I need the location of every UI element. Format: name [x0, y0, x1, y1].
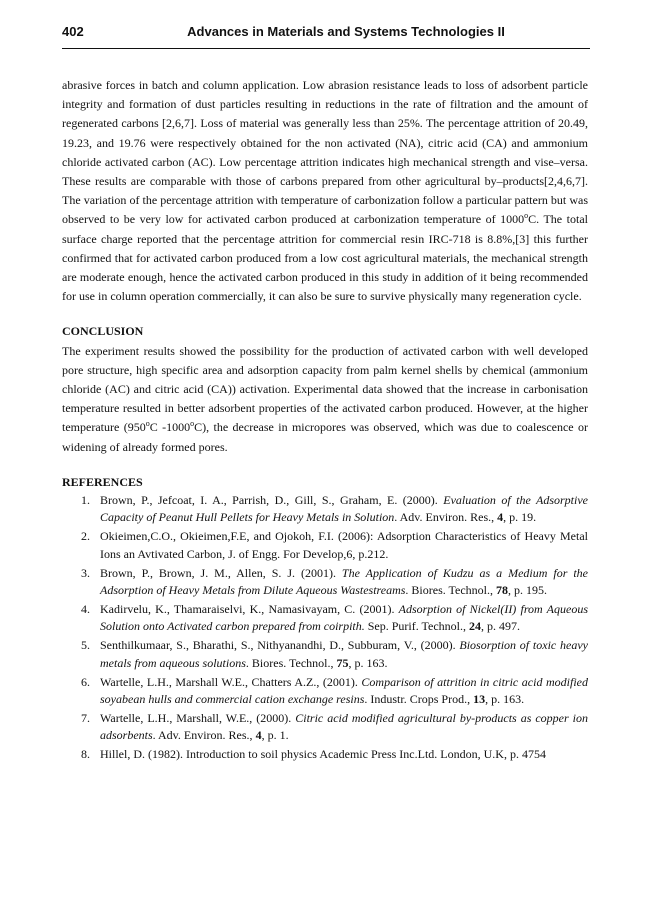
reference-number: 7.	[81, 710, 90, 725]
body-text	[62, 76, 588, 765]
reference-number: 4.	[81, 602, 90, 616]
conclusion-paragraph	[62, 342, 588, 457]
reference-volume: 13	[473, 692, 486, 707]
conclusion-text-3: C), the decrease in micropores was observed, which was due to coalescence or widening of already formed pores.	[62, 420, 589, 454]
reference-title: The Application of Kudzu as a Medium for the Adsorption of Heavy Metals from Dilute Aqueous Wastestreams	[100, 565, 588, 598]
conclusion-text-1: The experiment results showed the possibility for the production of activated carbon with well developed pore structure, high specific area and adsorption capacity from palm kernel shells by chemical (ammonium chloride (AC) and citric acid (CA)) activation. Experimental data showed that the increase in carbonisation temperature resulted in better adsorbent properties of the activated carbon produced. However, at the higher temperature (950	[62, 343, 588, 435]
reference-title: Biosorption of toxic heavy metals from aqueous solutions	[100, 638, 588, 670]
reference-item: 3. Brown, P., Brown, J. M., Allen, S. J. (2001). The Application of Kudzu as a Medium for the Adsorption of Heavy Metals from Dilute Aqueous Wastestreams. Biores. Technol., 78, p. 195.	[81, 565, 588, 598]
degree-superscript: o	[145, 419, 150, 429]
reference-number: 1.	[81, 493, 90, 508]
degree-superscript: o	[190, 419, 195, 429]
reference-item: 1. Brown, P., Jefcoat, I. A., Parrish, D., Gill, S., Graham, E. (2000). Evaluation of the Adsorptive Capacity of Peanut Hull Pellets for Heavy Metals in Solution. Adv. Environ. Res., 4, p. 19.	[81, 493, 588, 525]
conclusion-text-2: C -1000	[149, 420, 191, 435]
reference-title: Adsorption of Nickel(II) from Aqueous Solution onto Activated carbon prepared from coirpith.	[100, 602, 589, 634]
reference-number: 5.	[81, 638, 90, 653]
reference-volume: 24	[469, 619, 482, 634]
intro-text-2: C. The total surface charge reported that the percentage attrition for commercial resin IRC-718 is 8.8%,[3] this further confirmed that for activated carbon produced from a low cost agricultural materials, the mechanical strength are moderate enough, hence the activated carbon produced in this study in addition of it being recommended for use in column operation commercially, it can also be sure to survive physically many regeneration cycle.	[62, 212, 589, 304]
page-number: 402	[62, 24, 84, 39]
reference-item: 7. Wartelle, L.H., Marshall, W.E., (2000). Citric acid modified agricultural by-products as copper ion adsorbents. Adv. Environ. Res., 4, p. 1.	[81, 710, 588, 743]
reference-volume: 75	[336, 655, 349, 670]
intro-text-1: abrasive forces in batch and column application. Low abrasion resistance leads to loss of adsorbent particle integrity and formation of dust particles resulting in reductions in the rate of filtration and the amount of regenerated carbons [2,6,7]. Loss of material was generally less than 25%. The percentage attrition of 20.49, 19.23, and 19.76 were respectively obtained for the non activated (NA), citric acid (CA) and ammonium chloride activated carbon (AC). Low percentage attrition indicates high mechanical strength and vise–versa. These results are comparable with those of carbons prepared from other agricultural by–products[2,4,6,7]. The variation of the percentage attrition with temperature of carbonization follow a particular pattern but was observed to be very low for activated carbon produced at carbonization temperature of 1000	[62, 78, 588, 227]
degree-superscript: o	[524, 211, 529, 221]
reference-title: Comparison of attrition in citric acid modified soyabean hulls and commercial cation exchange resins	[100, 674, 588, 707]
running-header	[62, 22, 590, 49]
reference-volume: 4	[497, 510, 504, 525]
reference-number: 2.	[81, 529, 90, 544]
reference-volume: 78	[496, 583, 509, 598]
reference-number: 3.	[81, 565, 90, 580]
reference-item: 8. Hillel, D. (1982). Introduction to soil physics Academic Press Inc.Ltd. London, U.K, p. 4754	[62, 746, 588, 763]
references-heading: REFERENCES	[62, 474, 143, 489]
reference-volume: 4	[255, 728, 262, 743]
intro-paragraph	[62, 76, 588, 306]
reference-item: 5. Senthilkumaar, S., Bharathi, S., Nithyanandhi, D., Subburam, V., (2000). Biosorption of toxic heavy metals from aqueous solutions. Biores. Technol., 75, p. 163.	[81, 638, 588, 670]
reference-title: Citric acid modified agricultural by-products as copper ion adsorbents	[100, 710, 588, 743]
reference-list	[62, 492, 588, 764]
reference-number: 8.	[81, 747, 90, 762]
reference-item: 4. Kadirvelu, K., Thamaraiselvi, K., Namasivayam, C. (2001). Adsorption of Nickel(II) from Aqueous Solution onto Activated carbon prepared from coirpith. Sep. Purif. Technol., 24, p. 497.	[81, 602, 589, 634]
journal-title: Advances in Materials and Systems Technologies II	[187, 24, 505, 39]
reference-number: 6.	[81, 674, 90, 689]
reference-title: Evaluation of the Adsorptive Capacity of Peanut Hull Pellets for Heavy Metals in Solution	[100, 493, 588, 525]
reference-item: 2. Okieimen,C.O., Okieimen,F.E, and Ojokoh, F.I. (2006): Adsorption Characteristics of Heavy Metal Ions an Avtivated Carbon, J. of Engg. For Develop,6, p.212.	[81, 529, 588, 561]
conclusion-heading: CONCLUSION	[62, 324, 144, 339]
reference-item: 6. Wartelle, L.H., Marshall W.E., Chatters A.Z., (2001). Comparison of attrition in citric acid modified soyabean hulls and commercial cation exchange resins. Industr. Crops Prod., 13, p. 163.	[81, 674, 588, 707]
